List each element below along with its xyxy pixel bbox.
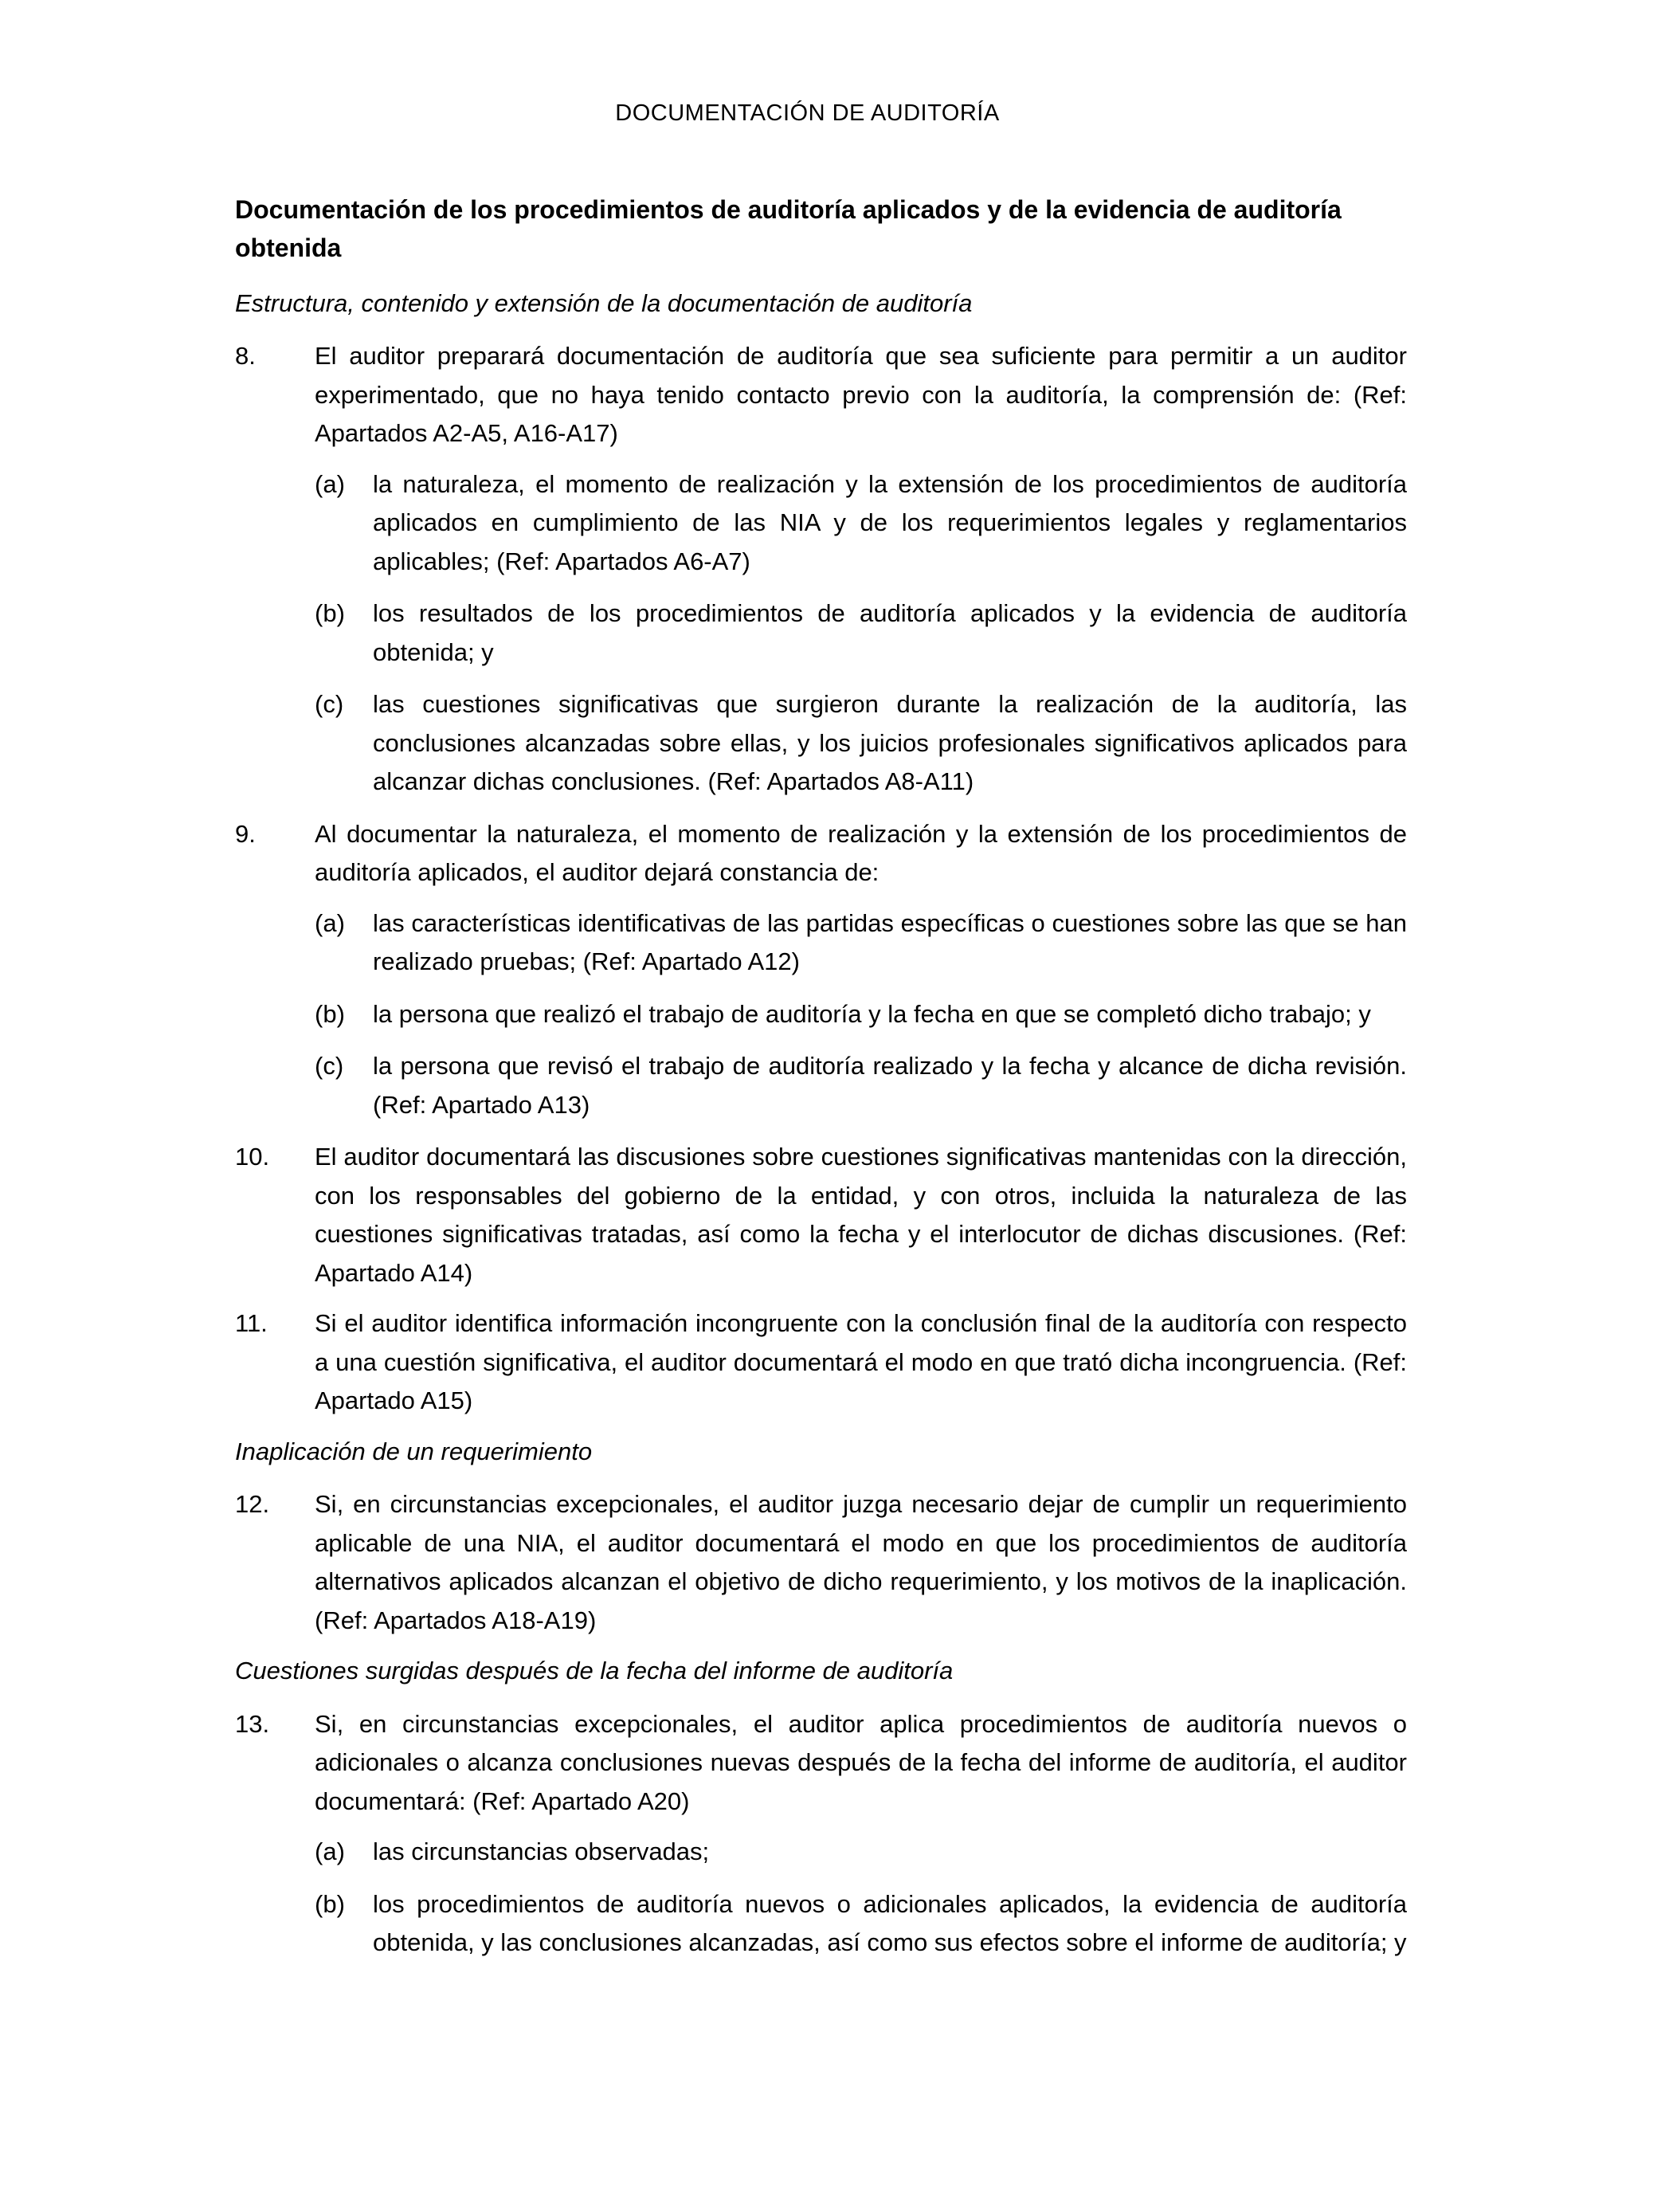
item-letter: (a) [315,469,345,498]
paragraph-text: El auditor preparará documentación de auditoría que sea suficiente para permitir a un auditor experimentado, que no haya tenido contacto previo con la auditoría, la comprensión de: (Ref: Apartados A2-A5, A16-A17) [315,342,1407,447]
paragraph-text: Si, en circunstancias excepcionales, el auditor aplica procedimientos de auditoría nuevos o adicionales o alcanza conclusiones nuevas después de la fecha del informe de auditoría, el auditor documentará: (Ref: Apartado A20) [315,1709,1407,1815]
paragraph-11 [235,1304,1407,1421]
item-letter: (b) [315,999,345,1028]
paragraph-text: Al documentar la naturaleza, el momento de realización y la extensión de los procedimientos de auditoría aplicados, el auditor dejará constancia de: [315,819,1407,886]
paragraph-text: El auditor documentará las discusiones sobre cuestiones significativas mantenidas con la dirección, con los responsables del gobierno de la entidad, y con otros, incluida la naturaleza de las cuestiones significativas tratadas, así como la fecha y el interlocutor de dichas discusiones. (Ref: Apartado A14) [315,1143,1407,1287]
item-letter: (b) [315,1889,345,1918]
paragraph-text: Si, en circunstancias excepcionales, el auditor juzga necesario dejar de cumplir un requerimiento aplicable de una NIA, el auditor documentará el modo en que los procedimientos de auditoría alternativos aplicados alcanzan el objetivo de dicho requerimiento, y los motivos de la inaplicación. (Ref: Apartados A18-A19) [315,1490,1407,1634]
paragraph-8-item-b [315,594,1407,672]
paragraph-number: 8. [235,342,256,370]
paragraph-text: Si el auditor identifica información incongruente con la conclusión final de la auditoría con respecto a una cuestión significativa, el auditor documentará el modo en que trató dicha incongruencia. (Ref: Apartado A15) [315,1309,1407,1414]
subhead-inapplication: Inaplicación de un requerimiento [235,1437,593,1465]
item-text: las cuestiones significativas que surgieron durante la realización de la auditoría, las conclusiones alcanzadas sobre ellas, y los juicios profesionales significativos aplicados para alcanzar dichas conclusiones. (Ref: Apartados A8-A11) [373,690,1407,795]
paragraph-number: 10. [235,1143,270,1171]
paragraph-9-item-c [315,1047,1407,1124]
item-letter: (a) [315,908,345,937]
item-text: los resultados de los procedimientos de auditoría aplicados y la evidencia de auditoría obtenida; y [373,599,1407,666]
item-text: los procedimientos de auditoría nuevos o adicionales aplicados, la evidencia de auditoría obtenida, y las conclusiones alcanzadas, así como sus efectos sobre el informe de auditoría; y [373,1889,1407,1956]
item-text: la naturaleza, el momento de realización y la extensión de los procedimientos de auditoría aplicados en cumplimiento de las NIA y de los requerimientos legales y reglamentarios aplicables; (Ref: Apartados A6-A7) [373,469,1407,575]
item-text: la persona que revisó el trabajo de auditoría realizado y la fecha y alcance de dicha revisión. (Ref: Apartado A13) [373,1052,1407,1119]
paragraph-12 [235,1485,1407,1640]
paragraph-9-item-a [315,904,1407,982]
subhead-subsequent-matters: Cuestiones surgidas después de la fecha del informe de auditoría [235,1657,954,1684]
paragraph-8-item-a [315,465,1407,582]
paragraph-10 [235,1138,1407,1292]
paragraph-9-item-b [315,995,1407,1034]
paragraph-13-item-b [315,1885,1407,1963]
paragraph-number: 12. [235,1490,270,1518]
subhead-structure: Estructura, contenido y extensión de la documentación de auditoría [235,288,973,317]
paragraph-8 [235,337,1407,453]
paragraph-13-item-a [315,1833,1407,1872]
paragraph-number: 11. [235,1309,268,1337]
paragraph-8-item-c [315,685,1407,802]
item-letter: (b) [315,599,345,627]
paragraph-13 [235,1705,1407,1822]
paragraph-number: 13. [235,1709,270,1738]
paragraph-9 [235,815,1407,892]
paragraph-number: 9. [235,819,256,848]
item-text: la persona que realizó el trabajo de auditoría y la fecha en que se completó dicho trabajo; y [373,999,1371,1028]
item-letter: (c) [315,690,344,718]
item-letter: (a) [315,1837,345,1865]
section-title: Documentación de los procedimientos de auditoría aplicados y de la evidencia de auditoría obtenida [235,194,1342,262]
item-text: las características identificativas de las partidas específicas o cuestiones sobre las que se han realizado pruebas; (Ref: Apartado A12) [373,908,1407,975]
item-text: las circunstancias observadas; [373,1837,710,1865]
page-header: DOCUMENTACIÓN DE AUDITORÍA [615,100,1000,126]
item-letter: (c) [315,1052,344,1080]
